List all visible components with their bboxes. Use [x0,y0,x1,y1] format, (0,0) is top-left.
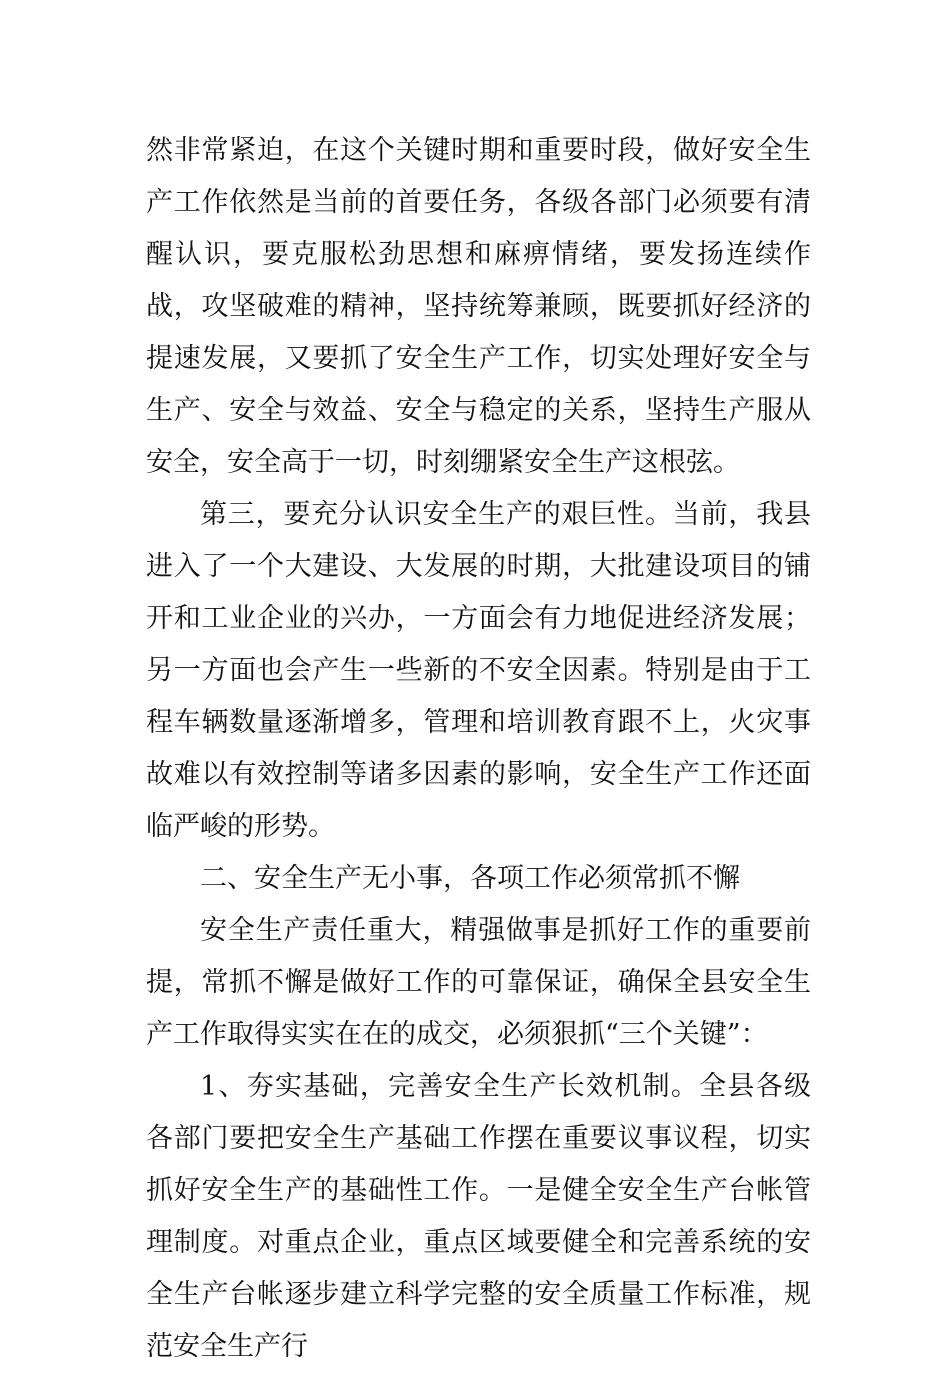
paragraph-item-1: 1、夯实基础，完善安全生产长效机制。全县各级各部门要把安全生产基础工作摆在重要议事议程，切实抓好安全生产的基础性工作。一是健全安全生产台帐管理制度。对重点企业，重点区域要健全和完善系统的安全生产台帐逐步建立科学完整的安全质量工作标准，规范安全生产行 [146,1071,811,1362]
paragraph-continuation: 然非常紧迫，在这个关键时期和重要时段，做好安全生产工作依然是当前的首要任务，各级各部门必须要有清醒认识，要克服松劲思想和麻痹情绪，要发扬连续作战，攻坚破难的精神，坚持统筹兼顾，既要抓好经济的提速发展，又要抓了安全生产工作，切实处理好安全与生产、安全与效益、安全与稳定的关系，坚持生产服从安全，安全高于一切，时刻绷紧安全生产这根弦。 [146,135,811,478]
body-text [146,125,811,1373]
paragraph-third-point: 第三，要充分认识安全生产的艰巨性。当前，我县进入了一个大建设、大发展的时期，大批建设项目的铺开和工业企业的兴办，一方面会有力地促进经济发展；另一方面也会产生一些新的不安全因素。特别是由于工程车辆数量逐渐增多，管理和培训教育跟不上，火灾事故难以有效控制等诸多因素的影响，安全生产工作还面临严峻的形势。 [146,499,811,842]
section-heading: 二、安全生产无小事，各项工作必须常抓不懈 [200,863,740,894]
paragraph-key-points-intro: 安全生产责任重大，精强做事是抓好工作的重要前提，常抓不懈是做好工作的可靠保证，确保全县安全生产工作取得实实在在的成交，必须狠抓“三个关键”： [146,915,811,1050]
